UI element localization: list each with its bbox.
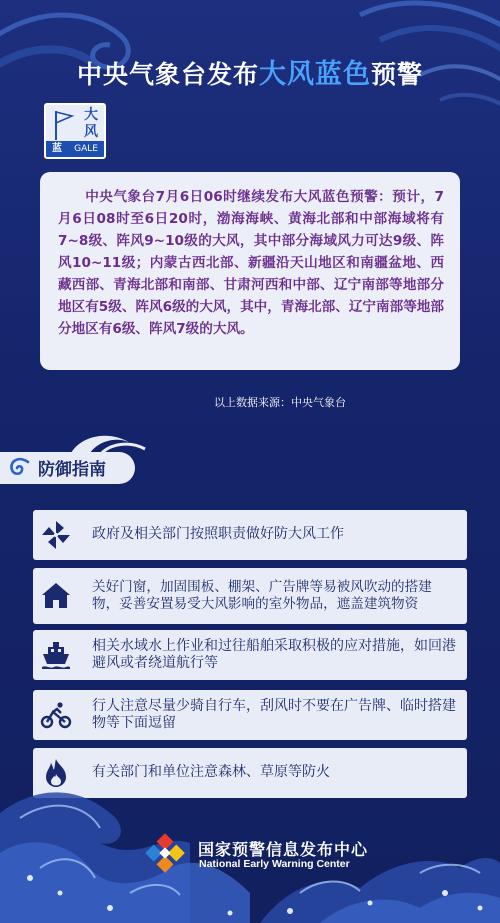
- title-highlight: 大风蓝色: [259, 59, 371, 90]
- data-source: 以上数据来源：中央气象台: [214, 396, 346, 409]
- flag-icon: [48, 107, 78, 143]
- title-suffix: 预警: [371, 60, 424, 89]
- guide-item: [33, 510, 467, 560]
- guide-item: [33, 630, 467, 680]
- gale-blue-warning-badge: [44, 103, 106, 159]
- pinwheel-icon: [40, 519, 72, 551]
- guide-text: 关好门窗，加固围板、棚架、广告牌等易被风吹动的搭建物，妥善安置易受大风影响的室外物品，遮盖建筑物资: [92, 579, 432, 612]
- ship-icon: [40, 639, 72, 671]
- badge-characters: [78, 107, 104, 141]
- guide-text: 行人注意尽量少骑自行车，刮风时不要在广告牌、临时搭建物等下面逗留: [92, 697, 456, 731]
- guide-text: 相关水域水上作业和过往船舶采取积极的应对措施，如回港避风或者绕道航行等: [92, 637, 456, 671]
- badge-char-1: 大: [84, 107, 98, 123]
- title-prefix: 中央气象台发布: [76, 60, 259, 89]
- footer-name-cn: 国家预警信息发布中心: [198, 840, 369, 859]
- guide-item: [33, 568, 467, 624]
- warning-notice-text: 中央气象台7月6日06时继续发布大风蓝色预警：预计，7月6日08时至6日20时，渤海海峡、黄海北部和中部海域将有7~8级、阵风9~10级的大风，其中部分海域风力可达9级、阵风10~11级；内蒙古西北部、新疆沿天山地区和南疆盆地、西藏西部、青海北部和南部、甘肃河西和中部、辽宁南部等地部分地区有5级、阵风6级的大风，其中，青海北部、辽宁南部等地部分地区有6级、阵风7级的大风。: [40, 172, 460, 370]
- badge-char-2: 风: [84, 124, 98, 140]
- guide-text: 有关部门和单位注意森林、草原等防火: [92, 764, 330, 781]
- wind-swirl-icon: [8, 456, 32, 480]
- early-warning-center-logo: [142, 830, 188, 876]
- house-icon: [40, 580, 72, 612]
- badge-english: GALE: [74, 144, 98, 154]
- guide-item: [33, 690, 467, 740]
- badge-level: 蓝: [52, 143, 63, 154]
- cyclist-icon: [40, 699, 72, 731]
- guide-text: 政府及相关部门按照职责做好防大风工作: [92, 526, 344, 543]
- defense-guide-header: [0, 452, 135, 484]
- footer-name-en: National Early Warning Center: [199, 858, 350, 870]
- section-title: 防御指南: [38, 460, 106, 480]
- badge-strip: [46, 141, 104, 157]
- page-title: [0, 52, 500, 91]
